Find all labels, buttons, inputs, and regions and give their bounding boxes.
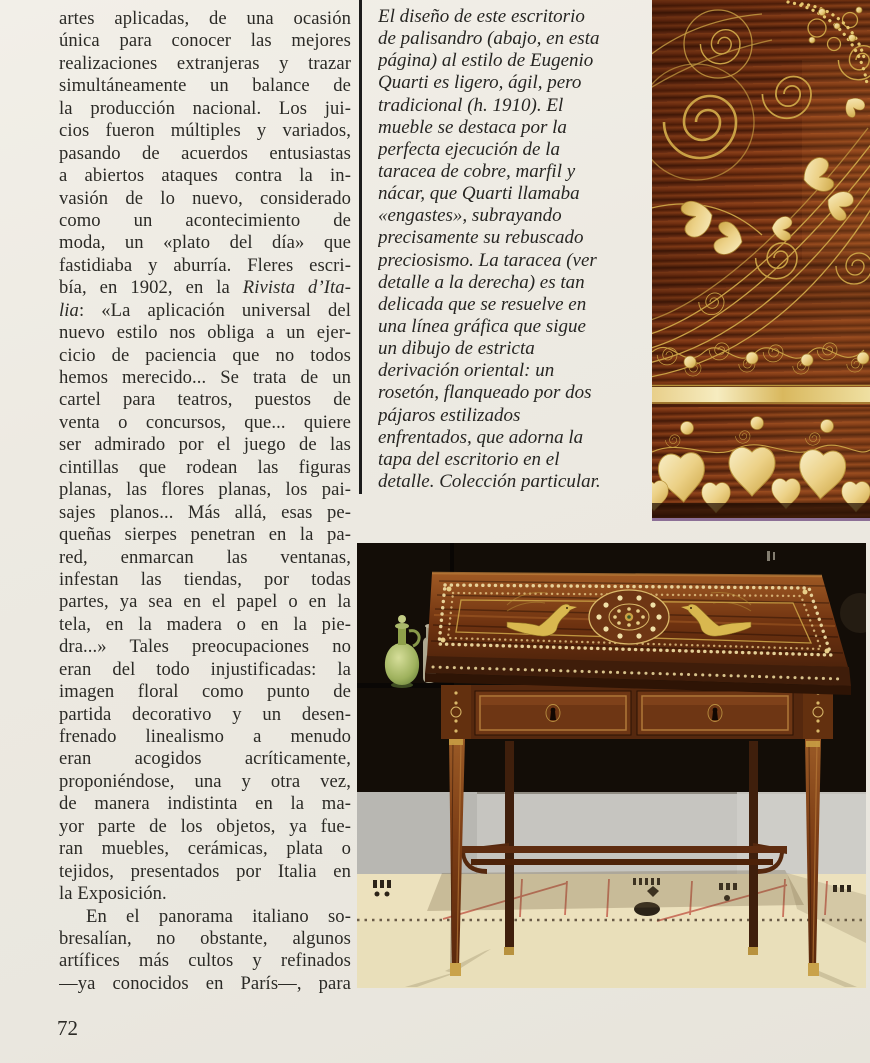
article-line: eran del todo injustificadas: la [59, 658, 351, 680]
caption-line: rosetón, flanqueado por dos [378, 382, 592, 404]
caption-line: nácar, que Quarti llamaba [378, 183, 580, 205]
article-line: tejidos, presentados por Italia en [59, 860, 351, 882]
article-line: partes, ya sea en el papel o en la [59, 591, 351, 613]
article-line: moda, un «plato del día» que [59, 232, 351, 254]
article-line: simultáneamente un balance de [59, 75, 351, 97]
article-line: red, enmarcan las ventanas, [59, 546, 351, 568]
article-line: cintillas que rodean las figuras [59, 456, 351, 478]
article-line: artes aplicadas, de una ocasión [59, 8, 351, 29]
caption-line: derivación oriental: un [378, 360, 555, 382]
marquetry-inlay-art [652, 0, 870, 518]
article-line: queñas sierpes penetran en la pa- [59, 524, 351, 546]
brass-foot [504, 947, 514, 955]
caption-line: tradicional (h. 1910). El [378, 94, 564, 116]
article-line: a abiertos ataques contra la in- [59, 165, 351, 187]
article-line: hemos merecido... Se trata de un [59, 367, 351, 388]
caption-line: página) al estilo de Eugenio [378, 50, 594, 72]
article-line: yor parte de los objetos, ya fue- [59, 815, 351, 837]
desk-drawer-left [475, 691, 631, 735]
article-line: imagen floral como punto de [59, 681, 351, 703]
caption-line: delicada que se resuelve en [378, 293, 587, 315]
article-line: sajes planos... Más allá, esas pe- [59, 501, 351, 523]
caption-rule [359, 0, 362, 494]
article-line: tela, en la madera o en la pie- [59, 613, 351, 635]
article-line: vasión de lo nuevo, considerado [59, 187, 351, 209]
pearl-inlay-band [652, 386, 870, 407]
caption-line: un dibujo de estricta [378, 338, 535, 360]
desk-apron [441, 685, 833, 739]
caption-line: El diseño de este escritorio [378, 6, 585, 27]
article-line: nuevo estilo nos obliga a un ejer- [59, 322, 351, 344]
article-line: artífices más cultos y refinados [59, 950, 351, 972]
article-line: partida decorativo y un desen- [59, 703, 351, 725]
article-line: eran acogidos acríticamente, [59, 748, 351, 770]
desk-drawer-right [637, 691, 793, 735]
article-line: como un acontecimiento de [59, 209, 351, 231]
caption-line: enfrentados, que adorna la [378, 426, 584, 448]
article-text-column [59, 8, 351, 995]
caption-line: perfecta ejecución de la [378, 138, 561, 160]
wood-bottom-edge [652, 503, 870, 518]
caption-line: detalle a la derecha) es tan [378, 271, 585, 293]
page-number: 72 [57, 1016, 78, 1040]
medallion-rosette [589, 590, 669, 644]
marquetry-detail-photo [652, 0, 870, 521]
caption-line: tapa del escritorio en el [378, 448, 560, 470]
article-line: bía, en 1902, en la Rivista d’Ita- [59, 277, 351, 299]
article-line: la Exposición. [59, 883, 167, 905]
caption-line: detalle. Colección particular. [378, 470, 601, 492]
article-line: fastidiaba y aburría. Fleres escri- [59, 254, 351, 276]
article-line: bresalían, no obstante, algunos [59, 927, 351, 949]
caption-line: Quarti es ligero, ágil, pero [378, 72, 582, 94]
caption-line: de palisandro (abajo, en esta [378, 28, 600, 50]
corner-blossom [441, 638, 446, 643]
article-line: frenado linealismo a menudo [59, 726, 351, 747]
brass-foot [748, 947, 758, 955]
article-line: la producción nacional. Los jui- [59, 97, 351, 119]
desk-photo-art [357, 543, 866, 988]
corner-blossom [825, 649, 830, 654]
article-line: realizaciones extranjeras y trazar [59, 52, 351, 74]
article-line: cios fueron múltiples y variados, [59, 120, 351, 142]
caption-line: una línea gráfica que sigue [378, 315, 586, 337]
caption-line: pájaros estilizados [378, 404, 521, 426]
article-line: dra...» Tales preocupaciones no [59, 636, 351, 658]
article-line: cicio de paciencia que no todos [59, 344, 351, 366]
article-line: En el panorama italiano so- [86, 905, 351, 927]
article-line: cartel para teatros, puestos de [59, 389, 351, 411]
article-line: ser admirado por el juego de las [59, 434, 351, 456]
corner-blossom [447, 587, 452, 592]
article-line: planas, las flores planas, los pai- [59, 479, 351, 501]
desk-photo [357, 543, 866, 988]
caption-text [378, 6, 650, 493]
article-line: ran muebles, cerámicas, plata o [59, 838, 351, 860]
desk-fall-front [425, 573, 851, 695]
caption-line: taracea de cobre, marfil y [378, 160, 576, 182]
article-line: infestan las tiendas, por todas [59, 568, 351, 590]
article-line: única para conocer las mejores [59, 30, 351, 52]
caption-line: preciosismo. La taracea (ver [378, 249, 597, 271]
article-line: —ya conocidos en París—, para [59, 972, 351, 994]
corner-blossom [803, 590, 808, 595]
caption-line: mueble se destaca por la [378, 116, 567, 138]
article-line: venta o concursos, que... quiere [59, 411, 351, 433]
article-line: lia: «La aplicación universal del [59, 299, 351, 321]
article-line: pasando de acuerdos entusiastas [59, 142, 351, 164]
caption-line: precisamente su rebuscado [378, 227, 584, 249]
article-line: de manera indistinta en la ma- [59, 793, 351, 815]
caption-line: «engastes», subrayando [378, 205, 562, 227]
article-line: proponiéndose, una y otra vez, [59, 770, 351, 792]
